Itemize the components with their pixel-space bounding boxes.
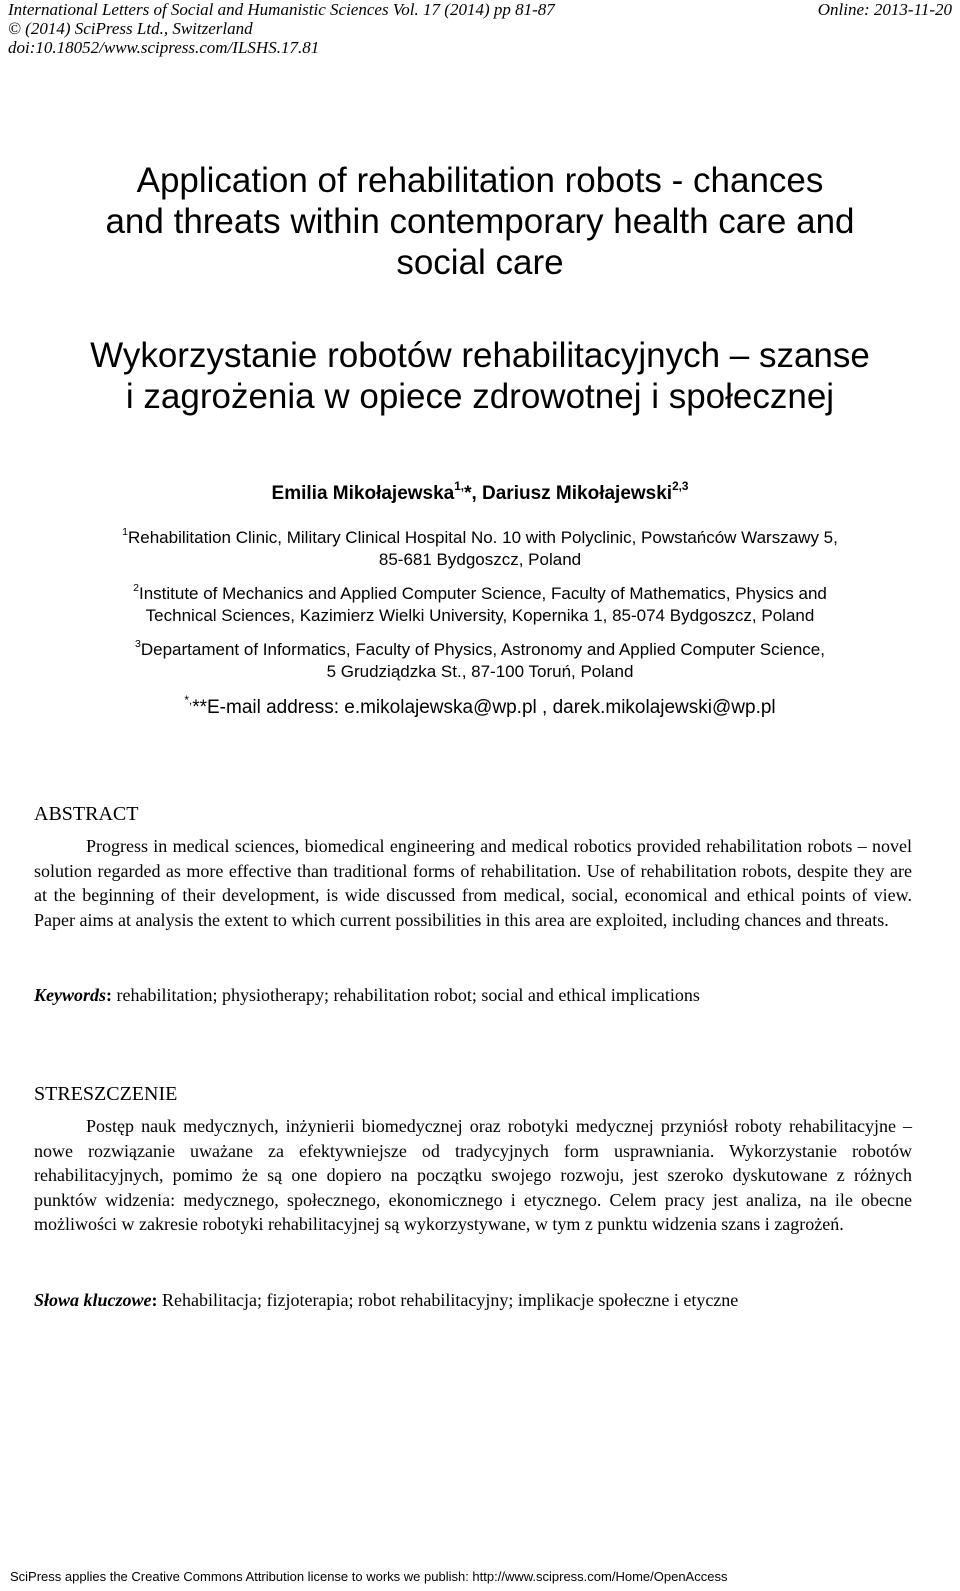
title-pl-line: Wykorzystanie robotów rehabilitacyjnych – szanse bbox=[90, 336, 870, 375]
title-en-line: and threats within contemporary health care and bbox=[105, 202, 855, 241]
affiliation-1 bbox=[40, 527, 920, 571]
author-affiliation-marker: 1, bbox=[454, 479, 465, 493]
keywords-english: Keywords: rehabilitation; physiotherapy; rehabilitation robot; social and ethical implications bbox=[34, 985, 700, 1005]
affiliation-text: 5 Grudziądzka St., 87-100 Toruń, Poland bbox=[326, 662, 634, 681]
license-footer: SciPress applies the Creative Commons Attribution license to works we publish: http://www.scipress.com/Home/OpenAccess bbox=[10, 1569, 728, 1584]
streszczenie-paragraph: Postęp nauk medycznych, inżynierii biomedycznej oraz robotyki medycznej przyniósł roboty rehabilitacyjne – nowe rozwiązanie uważane za efektywniejsze od tradycyjnych form usprawniania. Wykorzystanie robotów rehabilitacyjnych, pomimo że są one dopiero na początku swojego rozwoju, jest szeroko dyskutowane z różnych punktów widzenia: medycznego, społecznego, ekonomicznego i etycznego. Celem pracy jest analiza, na ile obecne możliwości w zakresie robotyki rehabilitacyjnej są wykorzystywane, w tym z punktu widzenia szans i zagrożeń. bbox=[34, 1116, 912, 1234]
email-line bbox=[40, 693, 920, 719]
author-name: Emilia Mikołajewska bbox=[271, 483, 455, 504]
corresponding-marker: *, bbox=[464, 483, 483, 504]
affiliation-3 bbox=[40, 639, 920, 683]
streszczenie-body bbox=[34, 1114, 912, 1237]
author-name: Dariusz Mikołajewski bbox=[482, 483, 673, 504]
title-pl-line: i zagrożenia w opiece zdrowotnej i społecznej bbox=[125, 377, 835, 416]
keywords-polish: Słowa kluczowe: Rehabilitacja; fizjoterapia; robot rehabilitacyjny; implikacje społeczne i etyczne bbox=[34, 1290, 739, 1310]
keywords-text: rehabilitation; physiotherapy; rehabilitation robot; social and ethical implications bbox=[116, 985, 700, 1005]
copyright-line: © (2014) SciPress Ltd., Switzerland bbox=[8, 19, 253, 38]
abstract-heading: ABSTRACT bbox=[34, 803, 139, 825]
email-address[interactable]: **E-mail address: e.mikolajewska@wp.pl , darek.mikolajewski@wp.pl bbox=[192, 697, 776, 718]
streszczenie-heading: STRESZCZENIE bbox=[34, 1083, 178, 1105]
keywords-label: Keywords bbox=[34, 985, 106, 1005]
journal-citation: International Letters of Social and Humanistic Sciences Vol. 17 (2014) pp 81-87 bbox=[8, 0, 555, 19]
affiliation-number: 3 bbox=[135, 637, 141, 650]
email-marker: *, bbox=[184, 693, 193, 707]
online-date: Online: 2013-11-20 bbox=[817, 0, 952, 19]
doi-link[interactable]: doi:10.18052/www.scipress.com/ILSHS.17.81 bbox=[8, 38, 320, 57]
affiliation-2 bbox=[40, 583, 920, 627]
paper-title-polish bbox=[40, 335, 920, 417]
keywords-label: Słowa kluczowe bbox=[34, 1290, 152, 1310]
keywords-text: Rehabilitacja; fizjoterapia; robot rehabilitacyjny; implikacje społeczne i etyczne bbox=[162, 1290, 739, 1310]
abstract-paragraph: Progress in medical sciences, biomedical engineering and medical robotics provided rehabilitation robots – novel solution regarded as more effective than traditional forms of rehabilitation. Use of rehabilitation robots, despite they are at the beginning of their development, is wide discussed from medical, social, economical and ethical points of view. Paper aims at analysis the extent to which current possibilities in this area are exploited, including chances and threats. bbox=[34, 836, 912, 930]
running-header bbox=[8, 0, 952, 57]
affiliation-text: Rehabilitation Clinic, Military Clinical Hospital No. 10 with Polyclinic, Powstańców Warszawy 5, bbox=[128, 528, 838, 547]
title-en-line: Application of rehabilitation robots - chances bbox=[136, 161, 824, 200]
abstract-body bbox=[34, 834, 912, 932]
paper-title-english bbox=[40, 160, 920, 283]
affiliation-text: Technical Sciences, Kazimierz Wielki University, Kopernika 1, 85-074 Bydgoszcz, Poland bbox=[145, 606, 815, 625]
author-affiliation-marker: 2,3 bbox=[672, 479, 689, 493]
title-en-line: social care bbox=[396, 243, 564, 282]
affiliation-text: Institute of Mechanics and Applied Computer Science, Faculty of Mathematics, Physics and bbox=[138, 584, 827, 603]
affiliation-text: Departament of Informatics, Faculty of Physics, Astronomy and Applied Computer Science, bbox=[140, 640, 825, 659]
author-list bbox=[40, 479, 920, 506]
affiliation-text: 85-681 Bydgoszcz, Poland bbox=[378, 550, 582, 569]
affiliation-number: 2 bbox=[133, 581, 139, 594]
affiliation-number: 1 bbox=[122, 525, 128, 538]
